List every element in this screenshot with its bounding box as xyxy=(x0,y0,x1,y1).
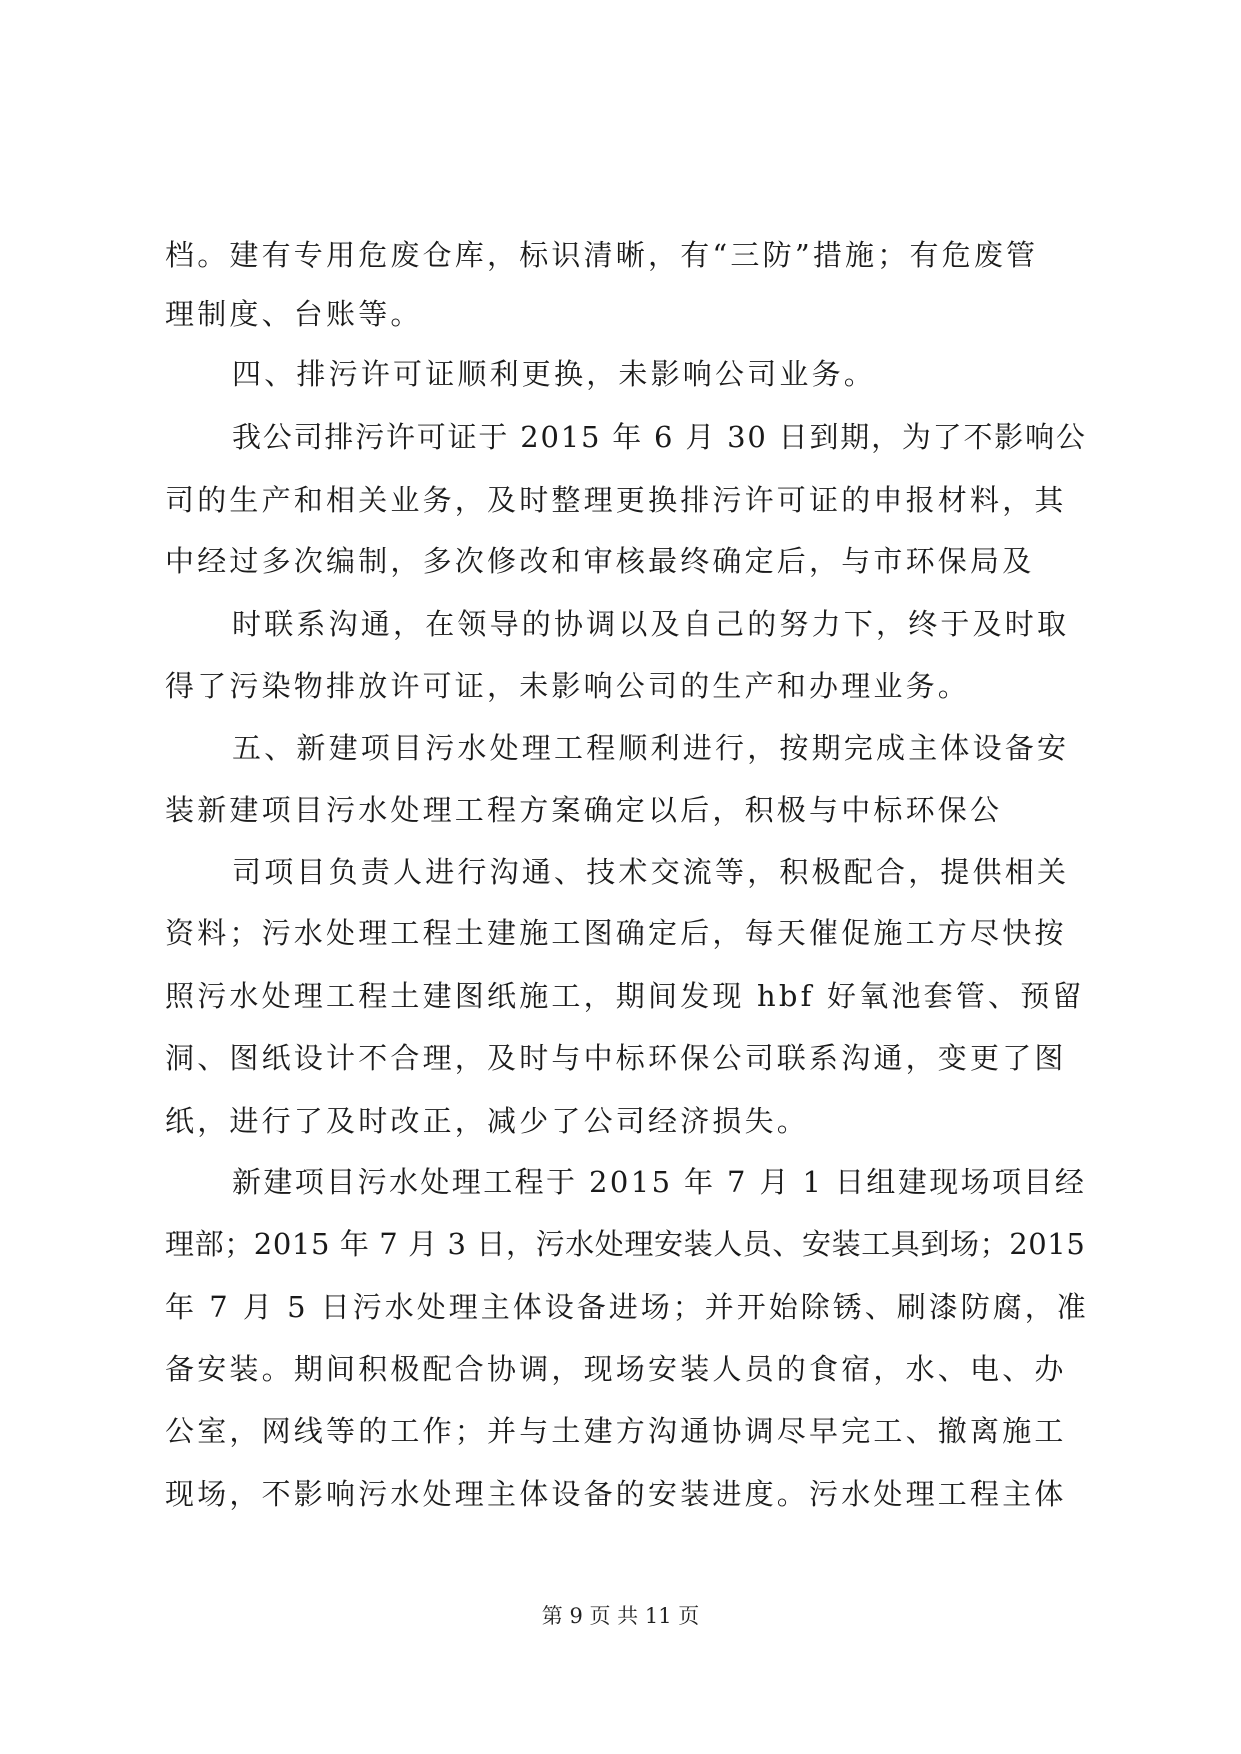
body-line-17: 理部；2015 年 7 月 3 日，污水处理安装人员、安装工具到场；2015 xyxy=(165,1227,1086,1261)
body-line-7: 时联系沟通，在领导的协调以及自己的努力下，终于及时取 xyxy=(232,607,1070,641)
body-line-21: 现场，不影响污水处理主体设备的安装进度。污水处理工程主体 xyxy=(165,1477,1067,1511)
section-heading-4: 四、排污许可证顺利更换，未影响公司业务。 xyxy=(232,357,877,391)
body-line-2: 理制度、台账等。 xyxy=(165,297,423,331)
body-line-11: 司项目负责人进行沟通、技术交流等，积极配合，提供相关 xyxy=(232,855,1070,889)
body-line-10: 装新建项目污水处理工程方案确定以后，积极与中标环保公 xyxy=(165,793,1003,827)
body-line-12: 资料；污水处理工程土建施工图确定后，每天催促施工方尽快按 xyxy=(165,916,1067,950)
body-line-20: 公室，网线等的工作；并与土建方沟通协调尽早完工、撤离施工 xyxy=(165,1414,1067,1448)
body-line-8: 得了污染物排放许可证，未影响公司的生产和办理业务。 xyxy=(165,669,971,703)
body-line-18: 年 7 月 5 日污水处理主体设备进场；并开始除锈、刷漆防腐，准 xyxy=(165,1290,1089,1324)
body-line-5: 司的生产和相关业务，及时整理更换排污许可证的申报材料，其 xyxy=(165,483,1067,517)
body-line-1: 档。建有专用危废仓库，标识清晰，有“三防”措施；有危废管 xyxy=(165,238,1039,272)
body-line-19: 备安装。期间积极配合协调，现场安装人员的食宿，水、电、办 xyxy=(165,1352,1067,1386)
page-footer: 第 9 页 共 11 页 xyxy=(541,1604,700,1628)
body-line-15: 纸，进行了及时改正，减少了公司经济损失。 xyxy=(165,1104,810,1138)
body-line-13: 照污水处理工程土建图纸施工，期间发现 hbf 好氧池套管、预留 xyxy=(165,979,1085,1013)
body-line-6: 中经过多次编制，多次修改和审核最终确定后，与市环保局及 xyxy=(165,544,1035,578)
body-line-14: 洞、图纸设计不合理，及时与中标环保公司联系沟通，变更了图 xyxy=(165,1041,1067,1075)
body-line-16: 新建项目污水处理工程于 2015 年 7 月 1 日组建现场项目经 xyxy=(232,1165,1087,1199)
section-heading-5: 五、新建项目污水处理工程顺利进行，按期完成主体设备安 xyxy=(232,731,1070,765)
body-line-4: 我公司排污许可证于 2015 年 6 月 30 日到期，为了不影响公 xyxy=(232,420,1087,454)
